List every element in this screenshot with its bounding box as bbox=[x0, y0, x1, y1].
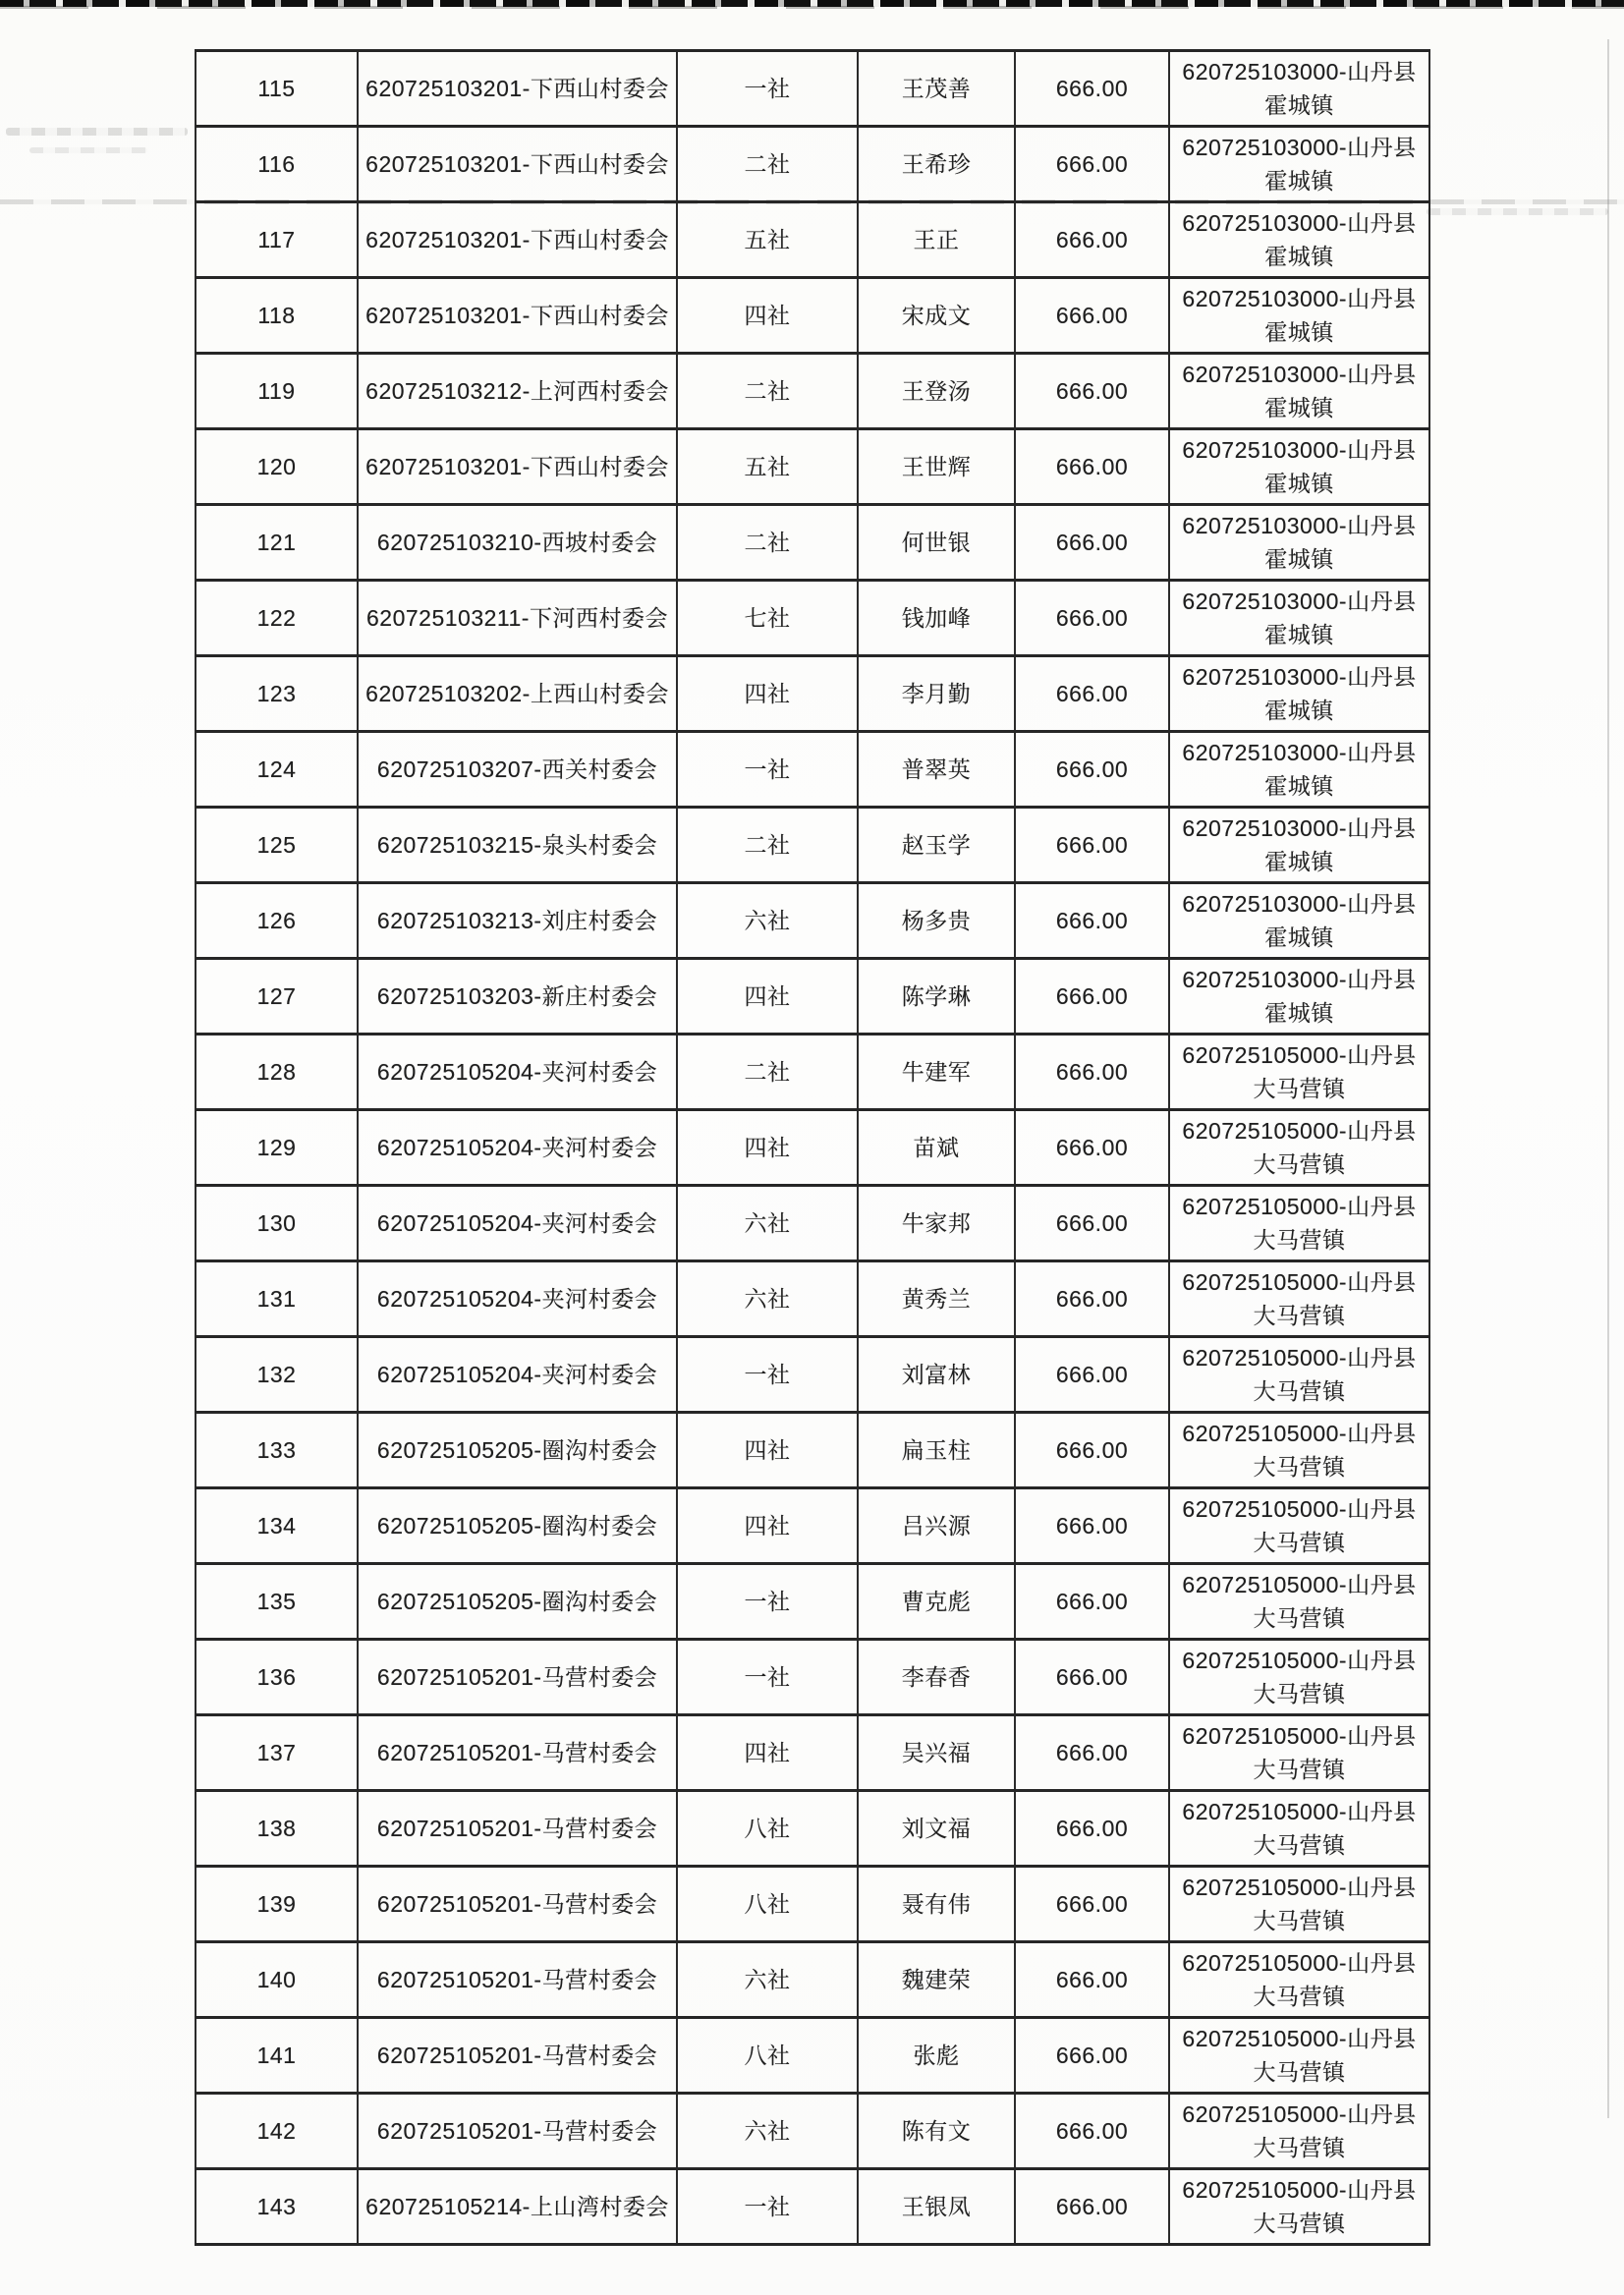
amount-cell: 666.00 bbox=[1015, 1640, 1169, 1715]
person-name-cell: 钱加峰 bbox=[858, 581, 1015, 656]
village-committee-cell: 620725105201-马营村委会 bbox=[358, 1715, 677, 1791]
row-index-cell: 119 bbox=[196, 354, 358, 429]
village-committee-cell: 620725105201-马营村委会 bbox=[358, 1867, 677, 1942]
person-name-cell: 李月勤 bbox=[858, 656, 1015, 732]
village-committee-cell: 620725105205-圈沟村委会 bbox=[358, 1488, 677, 1564]
village-committee-cell: 620725103201-下西山村委会 bbox=[358, 278, 677, 354]
table-row bbox=[196, 429, 1429, 505]
community-group-cell: 四社 bbox=[677, 959, 858, 1035]
table-row bbox=[196, 1791, 1429, 1867]
village-committee-cell: 620725105204-夹河村委会 bbox=[358, 1337, 677, 1413]
row-index-cell: 118 bbox=[196, 278, 358, 354]
row-index-cell: 117 bbox=[196, 202, 358, 278]
township-cell: 620725103000-山丹县霍城镇 bbox=[1169, 808, 1429, 883]
township-cell: 620725103000-山丹县霍城镇 bbox=[1169, 883, 1429, 959]
amount-cell: 666.00 bbox=[1015, 2094, 1169, 2169]
table-row bbox=[196, 2094, 1429, 2169]
township-cell: 620725105000-山丹县大马营镇 bbox=[1169, 1035, 1429, 1110]
row-index-cell: 121 bbox=[196, 505, 358, 581]
community-group-cell: 二社 bbox=[677, 505, 858, 581]
row-index-cell: 125 bbox=[196, 808, 358, 883]
community-group-cell: 六社 bbox=[677, 883, 858, 959]
village-committee-cell: 620725105205-圈沟村委会 bbox=[358, 1564, 677, 1640]
township-cell: 620725105000-山丹县大马营镇 bbox=[1169, 1867, 1429, 1942]
row-index-cell: 115 bbox=[196, 51, 358, 127]
table-row bbox=[196, 1640, 1429, 1715]
person-name-cell: 黄秀兰 bbox=[858, 1261, 1015, 1337]
table-row bbox=[196, 2169, 1429, 2245]
community-group-cell: 二社 bbox=[677, 808, 858, 883]
amount-cell: 666.00 bbox=[1015, 202, 1169, 278]
table-row bbox=[196, 883, 1429, 959]
village-committee-cell: 620725105204-夹河村委会 bbox=[358, 1186, 677, 1261]
amount-cell: 666.00 bbox=[1015, 51, 1169, 127]
amount-cell: 666.00 bbox=[1015, 959, 1169, 1035]
row-index-cell: 116 bbox=[196, 127, 358, 202]
community-group-cell: 八社 bbox=[677, 1791, 858, 1867]
row-index-cell: 134 bbox=[196, 1488, 358, 1564]
township-cell: 620725103000-山丹县霍城镇 bbox=[1169, 354, 1429, 429]
amount-cell: 666.00 bbox=[1015, 1413, 1169, 1488]
village-committee-cell: 620725103207-西关村委会 bbox=[358, 732, 677, 808]
table-row bbox=[196, 1413, 1429, 1488]
township-cell: 620725105000-山丹县大马营镇 bbox=[1169, 1564, 1429, 1640]
table-row bbox=[196, 505, 1429, 581]
row-index-cell: 128 bbox=[196, 1035, 358, 1110]
township-cell: 620725105000-山丹县大马营镇 bbox=[1169, 1942, 1429, 2018]
table-row bbox=[196, 581, 1429, 656]
row-index-cell: 123 bbox=[196, 656, 358, 732]
table-row bbox=[196, 1715, 1429, 1791]
scan-smudge-left bbox=[6, 128, 188, 136]
community-group-cell: 二社 bbox=[677, 127, 858, 202]
community-group-cell: 五社 bbox=[677, 429, 858, 505]
amount-cell: 666.00 bbox=[1015, 2018, 1169, 2094]
table-row bbox=[196, 732, 1429, 808]
row-index-cell: 127 bbox=[196, 959, 358, 1035]
village-committee-cell: 620725105204-夹河村委会 bbox=[358, 1261, 677, 1337]
village-committee-cell: 620725103201-下西山村委会 bbox=[358, 202, 677, 278]
amount-cell: 666.00 bbox=[1015, 1564, 1169, 1640]
table-row bbox=[196, 127, 1429, 202]
row-index-cell: 139 bbox=[196, 1867, 358, 1942]
amount-cell: 666.00 bbox=[1015, 1110, 1169, 1186]
row-index-cell: 136 bbox=[196, 1640, 358, 1715]
village-committee-cell: 620725105204-夹河村委会 bbox=[358, 1035, 677, 1110]
scan-smudge-left-2 bbox=[29, 147, 147, 153]
community-group-cell: 四社 bbox=[677, 656, 858, 732]
community-group-cell: 八社 bbox=[677, 2018, 858, 2094]
person-name-cell: 陈有文 bbox=[858, 2094, 1015, 2169]
person-name-cell: 王正 bbox=[858, 202, 1015, 278]
row-index-cell: 122 bbox=[196, 581, 358, 656]
person-name-cell: 张彪 bbox=[858, 2018, 1015, 2094]
community-group-cell: 一社 bbox=[677, 51, 858, 127]
row-index-cell: 135 bbox=[196, 1564, 358, 1640]
community-group-cell: 八社 bbox=[677, 1867, 858, 1942]
person-name-cell: 牛建军 bbox=[858, 1035, 1015, 1110]
row-index-cell: 133 bbox=[196, 1413, 358, 1488]
village-committee-cell: 620725103211-下河西村委会 bbox=[358, 581, 677, 656]
township-cell: 620725105000-山丹县大马营镇 bbox=[1169, 2169, 1429, 2245]
subsidy-table bbox=[195, 49, 1430, 2246]
person-name-cell: 普翠英 bbox=[858, 732, 1015, 808]
person-name-cell: 王茂善 bbox=[858, 51, 1015, 127]
village-committee-cell: 620725103202-上西山村委会 bbox=[358, 656, 677, 732]
township-cell: 620725103000-山丹县霍城镇 bbox=[1169, 732, 1429, 808]
township-cell: 620725105000-山丹县大马营镇 bbox=[1169, 1715, 1429, 1791]
township-cell: 620725105000-山丹县大马营镇 bbox=[1169, 1488, 1429, 1564]
person-name-cell: 宋成文 bbox=[858, 278, 1015, 354]
township-cell: 620725103000-山丹县霍城镇 bbox=[1169, 959, 1429, 1035]
person-name-cell: 何世银 bbox=[858, 505, 1015, 581]
community-group-cell: 六社 bbox=[677, 1942, 858, 2018]
person-name-cell: 扁玉柱 bbox=[858, 1413, 1015, 1488]
community-group-cell: 一社 bbox=[677, 1337, 858, 1413]
table-row bbox=[196, 354, 1429, 429]
person-name-cell: 刘文福 bbox=[858, 1791, 1015, 1867]
row-index-cell: 131 bbox=[196, 1261, 358, 1337]
row-index-cell: 138 bbox=[196, 1791, 358, 1867]
person-name-cell: 陈学琳 bbox=[858, 959, 1015, 1035]
amount-cell: 666.00 bbox=[1015, 505, 1169, 581]
person-name-cell: 刘富林 bbox=[858, 1337, 1015, 1413]
community-group-cell: 一社 bbox=[677, 2169, 858, 2245]
township-cell: 620725103000-山丹县霍城镇 bbox=[1169, 581, 1429, 656]
community-group-cell: 六社 bbox=[677, 1186, 858, 1261]
table-row bbox=[196, 1867, 1429, 1942]
community-group-cell: 七社 bbox=[677, 581, 858, 656]
community-group-cell: 六社 bbox=[677, 2094, 858, 2169]
amount-cell: 666.00 bbox=[1015, 732, 1169, 808]
person-name-cell: 王登汤 bbox=[858, 354, 1015, 429]
village-committee-cell: 620725103210-西坡村委会 bbox=[358, 505, 677, 581]
village-committee-cell: 620725105205-圈沟村委会 bbox=[358, 1413, 677, 1488]
row-index-cell: 126 bbox=[196, 883, 358, 959]
table-row bbox=[196, 959, 1429, 1035]
row-index-cell: 141 bbox=[196, 2018, 358, 2094]
township-cell: 620725105000-山丹县大马营镇 bbox=[1169, 1337, 1429, 1413]
person-name-cell: 李春香 bbox=[858, 1640, 1015, 1715]
community-group-cell: 四社 bbox=[677, 1488, 858, 1564]
table-row bbox=[196, 1110, 1429, 1186]
village-committee-cell: 620725103201-下西山村委会 bbox=[358, 127, 677, 202]
person-name-cell: 吴兴福 bbox=[858, 1715, 1015, 1791]
township-cell: 620725105000-山丹县大马营镇 bbox=[1169, 1413, 1429, 1488]
community-group-cell: 一社 bbox=[677, 732, 858, 808]
amount-cell: 666.00 bbox=[1015, 1942, 1169, 2018]
amount-cell: 666.00 bbox=[1015, 581, 1169, 656]
amount-cell: 666.00 bbox=[1015, 278, 1169, 354]
village-committee-cell: 620725105201-马营村委会 bbox=[358, 1942, 677, 2018]
table-row bbox=[196, 1564, 1429, 1640]
township-cell: 620725105000-山丹县大马营镇 bbox=[1169, 1791, 1429, 1867]
subsidy-table-body bbox=[196, 51, 1429, 2245]
person-name-cell: 曹克彪 bbox=[858, 1564, 1015, 1640]
township-cell: 620725105000-山丹县大马营镇 bbox=[1169, 1110, 1429, 1186]
village-committee-cell: 620725105201-马营村委会 bbox=[358, 1791, 677, 1867]
community-group-cell: 二社 bbox=[677, 354, 858, 429]
village-committee-cell: 620725105201-马营村委会 bbox=[358, 2018, 677, 2094]
person-name-cell: 聂有伟 bbox=[858, 1867, 1015, 1942]
amount-cell: 666.00 bbox=[1015, 1261, 1169, 1337]
community-group-cell: 一社 bbox=[677, 1564, 858, 1640]
row-index-cell: 124 bbox=[196, 732, 358, 808]
person-name-cell: 吕兴源 bbox=[858, 1488, 1015, 1564]
amount-cell: 666.00 bbox=[1015, 883, 1169, 959]
row-index-cell: 143 bbox=[196, 2169, 358, 2245]
table-row bbox=[196, 656, 1429, 732]
table-row bbox=[196, 51, 1429, 127]
village-committee-cell: 620725105214-上山湾村委会 bbox=[358, 2169, 677, 2245]
township-cell: 620725103000-山丹县霍城镇 bbox=[1169, 505, 1429, 581]
person-name-cell: 苗斌 bbox=[858, 1110, 1015, 1186]
township-cell: 620725103000-山丹县霍城镇 bbox=[1169, 278, 1429, 354]
amount-cell: 666.00 bbox=[1015, 2169, 1169, 2245]
table-row bbox=[196, 202, 1429, 278]
township-cell: 620725105000-山丹县大马营镇 bbox=[1169, 1261, 1429, 1337]
amount-cell: 666.00 bbox=[1015, 1186, 1169, 1261]
table-row bbox=[196, 1942, 1429, 2018]
amount-cell: 666.00 bbox=[1015, 1337, 1169, 1413]
table-row bbox=[196, 808, 1429, 883]
amount-cell: 666.00 bbox=[1015, 1488, 1169, 1564]
person-name-cell: 王希珍 bbox=[858, 127, 1015, 202]
village-committee-cell: 620725105204-夹河村委会 bbox=[358, 1110, 677, 1186]
village-committee-cell: 620725103201-下西山村委会 bbox=[358, 429, 677, 505]
village-committee-cell: 620725105201-马营村委会 bbox=[358, 2094, 677, 2169]
row-index-cell: 132 bbox=[196, 1337, 358, 1413]
village-committee-cell: 620725103203-新庄村委会 bbox=[358, 959, 677, 1035]
scan-artifact-top-edge-2 bbox=[0, 6, 1624, 9]
community-group-cell: 二社 bbox=[677, 1035, 858, 1110]
amount-cell: 666.00 bbox=[1015, 1867, 1169, 1942]
row-index-cell: 130 bbox=[196, 1186, 358, 1261]
community-group-cell: 四社 bbox=[677, 1715, 858, 1791]
person-name-cell: 赵玉学 bbox=[858, 808, 1015, 883]
township-cell: 620725105000-山丹县大马营镇 bbox=[1169, 1640, 1429, 1715]
community-group-cell: 五社 bbox=[677, 202, 858, 278]
scan-artifact-right-line bbox=[1607, 39, 1609, 2118]
person-name-cell: 王世辉 bbox=[858, 429, 1015, 505]
scan-smudge-right bbox=[1427, 208, 1608, 215]
amount-cell: 666.00 bbox=[1015, 1791, 1169, 1867]
amount-cell: 666.00 bbox=[1015, 127, 1169, 202]
village-committee-cell: 620725105201-马营村委会 bbox=[358, 1640, 677, 1715]
person-name-cell: 王银凤 bbox=[858, 2169, 1015, 2245]
township-cell: 620725103000-山丹县霍城镇 bbox=[1169, 429, 1429, 505]
village-committee-cell: 620725103213-刘庄村委会 bbox=[358, 883, 677, 959]
amount-cell: 666.00 bbox=[1015, 656, 1169, 732]
amount-cell: 666.00 bbox=[1015, 1715, 1169, 1791]
village-committee-cell: 620725103201-下西山村委会 bbox=[358, 51, 677, 127]
township-cell: 620725105000-山丹县大马营镇 bbox=[1169, 2018, 1429, 2094]
table-row bbox=[196, 1488, 1429, 1564]
township-cell: 620725105000-山丹县大马营镇 bbox=[1169, 1186, 1429, 1261]
community-group-cell: 四社 bbox=[677, 278, 858, 354]
table-row bbox=[196, 1261, 1429, 1337]
amount-cell: 666.00 bbox=[1015, 1035, 1169, 1110]
township-cell: 620725103000-山丹县霍城镇 bbox=[1169, 51, 1429, 127]
village-committee-cell: 620725103215-泉头村委会 bbox=[358, 808, 677, 883]
community-group-cell: 四社 bbox=[677, 1413, 858, 1488]
row-index-cell: 120 bbox=[196, 429, 358, 505]
table-row bbox=[196, 1186, 1429, 1261]
table-row bbox=[196, 278, 1429, 354]
person-name-cell: 杨多贵 bbox=[858, 883, 1015, 959]
township-cell: 620725103000-山丹县霍城镇 bbox=[1169, 656, 1429, 732]
community-group-cell: 一社 bbox=[677, 1640, 858, 1715]
person-name-cell: 魏建荣 bbox=[858, 1942, 1015, 2018]
row-index-cell: 137 bbox=[196, 1715, 358, 1791]
row-index-cell: 140 bbox=[196, 1942, 358, 2018]
amount-cell: 666.00 bbox=[1015, 808, 1169, 883]
amount-cell: 666.00 bbox=[1015, 354, 1169, 429]
community-group-cell: 四社 bbox=[677, 1110, 858, 1186]
village-committee-cell: 620725103212-上河西村委会 bbox=[358, 354, 677, 429]
table-row bbox=[196, 1035, 1429, 1110]
community-group-cell: 六社 bbox=[677, 1261, 858, 1337]
table-row bbox=[196, 1337, 1429, 1413]
row-index-cell: 129 bbox=[196, 1110, 358, 1186]
person-name-cell: 牛家邦 bbox=[858, 1186, 1015, 1261]
row-index-cell: 142 bbox=[196, 2094, 358, 2169]
township-cell: 620725103000-山丹县霍城镇 bbox=[1169, 202, 1429, 278]
table-row bbox=[196, 2018, 1429, 2094]
township-cell: 620725103000-山丹县霍城镇 bbox=[1169, 127, 1429, 202]
township-cell: 620725105000-山丹县大马营镇 bbox=[1169, 2094, 1429, 2169]
amount-cell: 666.00 bbox=[1015, 429, 1169, 505]
